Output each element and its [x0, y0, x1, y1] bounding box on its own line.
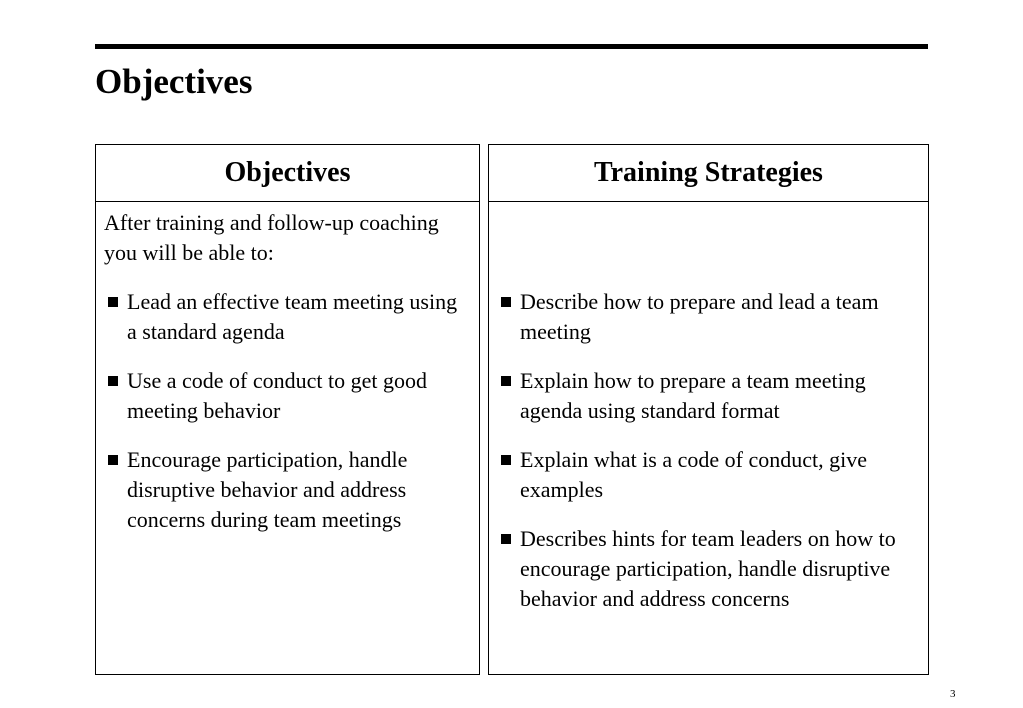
training-strategies-body: [489, 202, 928, 614]
objectives-panel: [95, 144, 480, 675]
list-item: [104, 445, 471, 535]
objectives-list: [104, 287, 471, 535]
list-item-text: Describe how to prepare and lead a team meeting: [520, 289, 879, 344]
list-item: [497, 524, 920, 614]
list-item-text: Describes hints for team leaders on how to encourage participation, handle disruptive behavior and address concerns: [520, 526, 896, 611]
square-bullet-icon: [108, 297, 118, 307]
objectives-body: [96, 202, 479, 535]
slide-title: Objectives: [95, 62, 253, 101]
square-bullet-icon: [501, 297, 511, 307]
page-number: 3: [950, 688, 956, 700]
title-rule: [95, 44, 928, 49]
list-item: [104, 366, 471, 426]
training-strategies-panel: [488, 144, 929, 675]
objectives-header: Objectives: [96, 145, 479, 202]
training-strategies-list: [497, 287, 920, 614]
list-item-text: Encourage participation, handle disruptive behavior and address concerns during team meetings: [127, 447, 408, 532]
square-bullet-icon: [108, 455, 118, 465]
list-item: [497, 287, 920, 347]
square-bullet-icon: [501, 376, 511, 386]
square-bullet-icon: [501, 534, 511, 544]
training-strategies-header: Training Strategies: [489, 145, 928, 202]
spacer: [497, 208, 920, 287]
list-item-text: Explain how to prepare a team meeting agenda using standard format: [520, 368, 866, 423]
list-item-text: Lead an effective team meeting using a standard agenda: [127, 289, 458, 344]
objectives-intro: After training and follow-up coaching you will be able to:: [104, 210, 439, 265]
list-item-text: Explain what is a code of conduct, give examples: [520, 447, 868, 502]
list-item: [104, 287, 471, 347]
square-bullet-icon: [108, 376, 118, 386]
list-item: [497, 445, 920, 505]
list-item-text: Use a code of conduct to get good meeting behavior: [127, 368, 427, 423]
list-item: [497, 366, 920, 426]
square-bullet-icon: [501, 455, 511, 465]
